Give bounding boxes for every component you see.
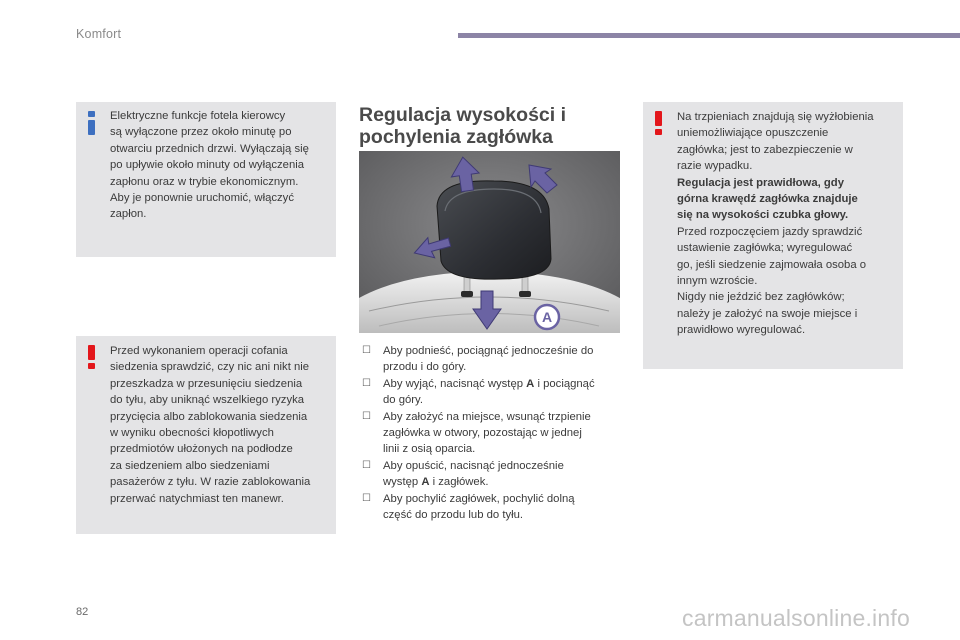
step-text: Aby pochylić zagłówek, pochylić dolną	[383, 492, 575, 505]
warning-box-right	[643, 102, 903, 369]
list-item	[359, 376, 621, 409]
list-item	[359, 409, 621, 458]
header-bar	[458, 33, 960, 38]
text-line: siedzenia sprawdzić, czy nic ani nikt nie	[110, 361, 310, 374]
watermark: carmanualsonline.info	[682, 605, 910, 631]
steps-list	[359, 343, 621, 523]
text-line: Przed rozpoczęciem jazdy sprawdzić	[677, 225, 863, 238]
text-line: do tyłu, aby uniknąć wszelkiego ryzyka	[110, 394, 305, 407]
step-text: zagłówka w otwory, pozostając w jednej	[383, 427, 582, 440]
text-line: po upływie około minuty od wyłączenia	[110, 159, 305, 172]
section-title	[359, 104, 619, 148]
warning-text	[677, 109, 901, 339]
checkbox-icon: ☐	[362, 410, 371, 422]
step-text: przodu i do góry.	[383, 361, 467, 374]
step-text: Aby założyć na miejsce, wsunąć trzpienie	[383, 410, 591, 423]
list-item	[359, 343, 621, 376]
text-line: prawidłowo wyregulować.	[677, 324, 806, 337]
text-line: uniemożliwiające opuszczenie	[677, 127, 829, 140]
text-line: należy je założyć na swoje miejsce i	[677, 307, 858, 320]
text-line: przerwać natychmiast ten manewr.	[110, 492, 284, 505]
step-text: Aby wyjąć, nacisnąć występ	[383, 377, 527, 390]
text-line: przeszkadza w przesunięciu siedzenia	[110, 377, 303, 390]
warning-box-left	[76, 336, 336, 534]
text-line: zapłonu oraz w trybie ekonomicznym.	[110, 175, 299, 188]
text-line: Elektryczne funkcje fotela kierowcy	[110, 110, 286, 122]
text-line-bold: Regulacja jest prawidłowa, gdy	[677, 176, 844, 189]
text-line: przycięcia albo zablokowania siedzenia	[110, 410, 308, 423]
title-line: pochylenia zagłówka	[359, 126, 553, 148]
section-label: Komfort	[76, 27, 122, 41]
text-line: ustawienie zagłówka; wyregulować	[677, 242, 853, 255]
text-line: innym wzroście.	[677, 275, 758, 288]
text-line: za siedzeniem albo siedzeniami	[110, 459, 270, 472]
text-line: Aby je ponownie uruchomić, włączyć	[110, 192, 294, 205]
text-line: w wyniku obecności kłopotliwych	[110, 427, 274, 440]
text-line: go, jeśli siedzenie zajmowała osoba o	[677, 258, 867, 271]
info-text	[110, 108, 332, 223]
step-text: część do przodu lub do tyłu.	[383, 509, 524, 522]
checkbox-icon: ☐	[362, 492, 371, 504]
step-text: i pociągnąć	[534, 377, 595, 390]
checkbox-icon: ☐	[362, 377, 371, 389]
page-number: 82	[76, 606, 89, 618]
warning-text	[110, 343, 334, 507]
text-line: przedmiotów ułożonych na podłodze	[110, 443, 293, 456]
text-line: Nigdy nie jeździć bez zagłówków;	[677, 291, 845, 304]
headrest-drawing	[359, 151, 620, 333]
info-box	[76, 102, 336, 257]
text-line: otwarciu przednich drzwi. Wyłączają się	[110, 142, 309, 155]
text-line: pasażerów z tyłu. W razie zablokowania	[110, 476, 311, 489]
step-text: Aby podnieść, pociągnąć jednocześnie do	[383, 345, 594, 357]
text-line-bold: się na wysokości czubka głowy.	[677, 209, 849, 222]
checkbox-icon: ☐	[362, 345, 371, 356]
text-line-bold: górna krawędź zagłówka znajduje	[677, 193, 858, 206]
figure-label-a: A	[541, 309, 553, 325]
list-item	[359, 458, 621, 491]
list-item	[359, 491, 621, 524]
text-line: są wyłączone przez około minutę po	[110, 126, 292, 139]
text-line: zagłówka; jest to zabezpieczenie w	[677, 143, 853, 156]
step-text: Aby opuścić, nacisnąć jednocześnie	[383, 459, 564, 472]
text-line: zapłon.	[110, 208, 147, 221]
step-text-bold: A	[421, 476, 430, 489]
step-text: i zagłówek.	[429, 476, 489, 489]
text-line: Na trzpieniach znajdują się wyżłobienia	[677, 111, 874, 123]
step-text: linii z osią oparcia.	[383, 443, 476, 456]
checkbox-icon: ☐	[362, 459, 371, 471]
step-text: do góry.	[383, 394, 423, 407]
title-line: Regulacja wysokości i	[359, 104, 567, 126]
step-text: występ	[383, 476, 422, 489]
text-line: razie wypadku.	[677, 160, 753, 173]
step-text-bold: A	[526, 377, 535, 390]
text-line: Przed wykonaniem operacji cofania	[110, 345, 288, 357]
headrest-illustration	[359, 151, 620, 333]
